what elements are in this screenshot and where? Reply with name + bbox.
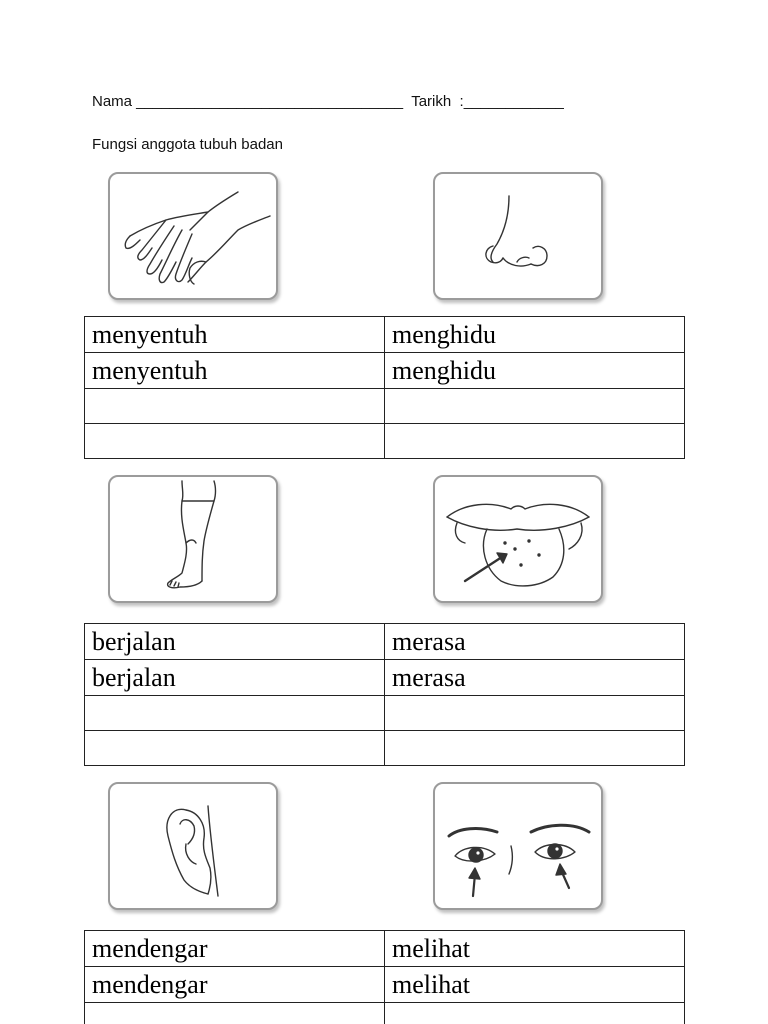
table-cell[interactable] (85, 424, 385, 459)
table-cell[interactable] (385, 389, 685, 424)
table-cell: berjalan (85, 624, 385, 660)
answer-table-3 (84, 930, 685, 1024)
table-row (85, 317, 685, 353)
name-date-line: Nama ________________________________ Tarikh :____________ (92, 93, 564, 110)
table-cell: menyentuh (85, 317, 385, 353)
hand-picture (108, 172, 278, 300)
table-row (85, 1003, 685, 1024)
table-cell: merasa (385, 660, 685, 696)
ear-picture (108, 782, 278, 910)
table-row (85, 731, 685, 766)
table-cell[interactable] (385, 696, 685, 731)
table-row (85, 624, 685, 660)
table-cell[interactable] (385, 1003, 685, 1024)
table-cell: melihat (385, 931, 685, 967)
table-cell: menghidu (385, 353, 685, 389)
table-cell: menyentuh (85, 353, 385, 389)
nose-picture (433, 172, 603, 300)
eyes-picture (433, 782, 603, 910)
table-cell[interactable] (85, 1003, 385, 1024)
ear-icon (110, 784, 276, 908)
table-cell[interactable] (85, 696, 385, 731)
leg-icon (110, 477, 276, 601)
table-cell: merasa (385, 624, 685, 660)
hand-icon (110, 174, 276, 298)
eyes-icon (435, 784, 601, 908)
answer-table-2 (84, 623, 685, 766)
table-row (85, 353, 685, 389)
table-cell: melihat (385, 967, 685, 1003)
table-row (85, 696, 685, 731)
worksheet-subtitle: Fungsi anggota tubuh badan (92, 136, 283, 153)
table-cell: menghidu (385, 317, 685, 353)
table-cell: berjalan (85, 660, 385, 696)
table-cell: mendengar (85, 967, 385, 1003)
table-cell[interactable] (85, 731, 385, 766)
table-row (85, 389, 685, 424)
table-cell[interactable] (385, 731, 685, 766)
table-row (85, 424, 685, 459)
nose-icon (435, 174, 601, 298)
table-cell: mendengar (85, 931, 385, 967)
table-row (85, 660, 685, 696)
table-row (85, 967, 685, 1003)
tongue-icon (435, 477, 601, 601)
table-cell[interactable] (85, 389, 385, 424)
answer-table-1 (84, 316, 685, 459)
leg-picture (108, 475, 278, 603)
table-row (85, 931, 685, 967)
tongue-picture (433, 475, 603, 603)
table-cell[interactable] (385, 424, 685, 459)
